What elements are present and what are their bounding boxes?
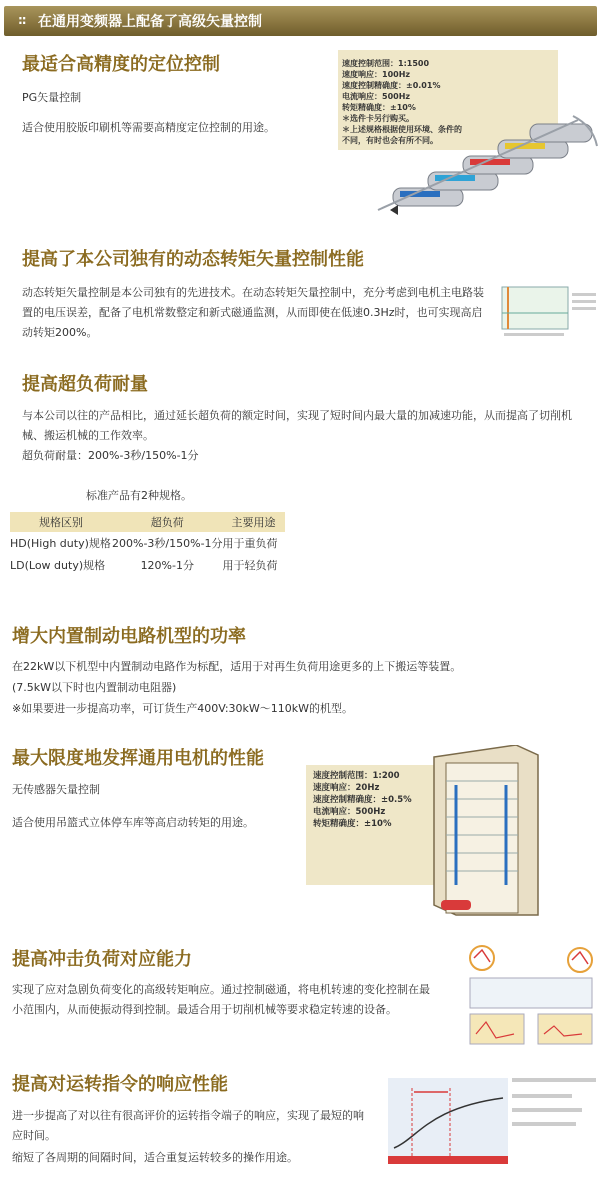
spec-line: 速度控制精确度：±0.01%: [342, 81, 441, 90]
table-cell: 120%-1分: [140, 559, 194, 572]
overload-rating: 超负荷耐量：200%-3秒/150%-1分: [22, 449, 199, 462]
command-response-body: 进一步提高了对以往有很高评价的运转指令端子的响应，实现了最短的响应时间。: [12, 1109, 364, 1142]
heading-overload-capacity: 提高超负荷耐量: [22, 374, 148, 395]
table-cell: 用于重负荷: [222, 537, 278, 550]
table-cell: HD(High duty)规格: [10, 537, 111, 550]
spec-count-note: 标准产品有2种规格。: [86, 489, 192, 502]
parking-use-text: 适合使用吊篮式立体停车库等高启动转矩的用途。: [12, 816, 254, 829]
spec-line: 转矩精确度：±10%: [342, 103, 416, 112]
banner-title: 在通用变频器上配备了高级矢量控制: [38, 14, 262, 30]
torque-response-diagram: [464, 942, 598, 1047]
section-banner: [4, 6, 597, 36]
spec-line: 速度响应：100Hz: [342, 70, 411, 79]
spec-line: 电流响应：500Hz: [313, 807, 386, 817]
garage-spec-list: [313, 770, 412, 830]
heading-braking-circuit: 增大内置制动电路机型的功率: [12, 626, 246, 647]
spec-line: 电流响应：500Hz: [342, 92, 411, 101]
heading-general-motor-performance: 最大限度地发挥通用电机的性能: [12, 748, 264, 769]
heading-dynamic-torque-vector: 提高了本公司独有的动态转矩矢量控制性能: [22, 249, 364, 270]
table-header: 超负荷: [112, 512, 223, 532]
braking-line-3: ※如果要进一步提高功率，可订货生产400V:30kW～110kW的机型。: [12, 702, 354, 715]
table-header: 规格区别: [10, 512, 112, 532]
impact-load-body: 实现了应对急剧负荷变化的高级转矩响应。通过控制磁通，将电机转速的变化控制在最小范围内，从而使振动得到控制。最适合用于切削机械等要求稳定转速的设备。: [12, 983, 430, 1016]
table-header: 主要用途: [223, 512, 285, 532]
spec-line: 速度响应：20Hz: [313, 783, 380, 793]
braking-line-1: 在22kW以下机型中内置制动电路作为标配，适用于对再生负荷用途更多的上下搬运等装置。: [12, 660, 462, 673]
grid-bullet-icon: ::: [18, 13, 26, 27]
spec-line: 速度控制精确度：±0.5%: [313, 795, 412, 805]
braking-line-2: (7.5kW以下时也内置制动电阻器): [12, 681, 177, 694]
heading-positioning-control: 最适合高精度的定位控制: [22, 54, 220, 75]
spec-line: ＊上述规格根据使用环境、条件的: [342, 125, 462, 134]
table-cell: 用于轻负荷: [222, 559, 278, 572]
spec-line: ＊选件卡另行购买。: [342, 114, 414, 123]
spec-line: 速度控制范围：1:200: [313, 771, 400, 781]
spec-line: 不同，有时也会有所不同。: [342, 136, 438, 145]
torque-response-chart: [494, 283, 598, 339]
spec-line: 转矩精确度：±10%: [313, 819, 392, 829]
duty-spec-table: [10, 512, 285, 576]
table-row: [10, 554, 285, 576]
table-header-row: [10, 512, 285, 532]
response-time-chart: [388, 1078, 598, 1166]
heading-command-response: 提高对运转指令的响应性能: [12, 1074, 228, 1095]
table-cell: 200%-3秒/150%-1分: [112, 537, 223, 550]
heading-impact-load: 提高冲击负荷对应能力: [12, 949, 192, 970]
spec-line: 速度控制范围：1:1500: [342, 59, 430, 68]
sensorless-vector-label: 无传感器矢量控制: [12, 783, 100, 796]
table-cell: LD(Low duty)规格: [10, 559, 106, 572]
overload-body: 与本公司以往的产品相比，通过延长超负荷的额定时间，实现了短时间内最大量的加减速功能，从而提高了切削机械、搬运机械的工作效率。: [22, 409, 572, 442]
positioning-spec-list: [342, 58, 462, 146]
positioning-use-text: 适合使用胶版印刷机等需要高精度定位控制的用途。: [22, 121, 275, 134]
dynamic-torque-body: 动态转矩矢量控制是本公司独有的先进技术。在动态转矩矢量控制中，充分考虑到电机主电路装置的电压误差，配备了电机常数整定和新式磁通监测，从而即使在低速0.3Hz时，也可实现高启动转矩200%。: [22, 286, 484, 339]
table-row: [10, 532, 285, 554]
pg-vector-control-label: PG矢量控制: [22, 91, 82, 104]
cycle-time-text: 缩短了各周期的间隔时间，适合重复运转较多的操作用途。: [12, 1151, 298, 1164]
